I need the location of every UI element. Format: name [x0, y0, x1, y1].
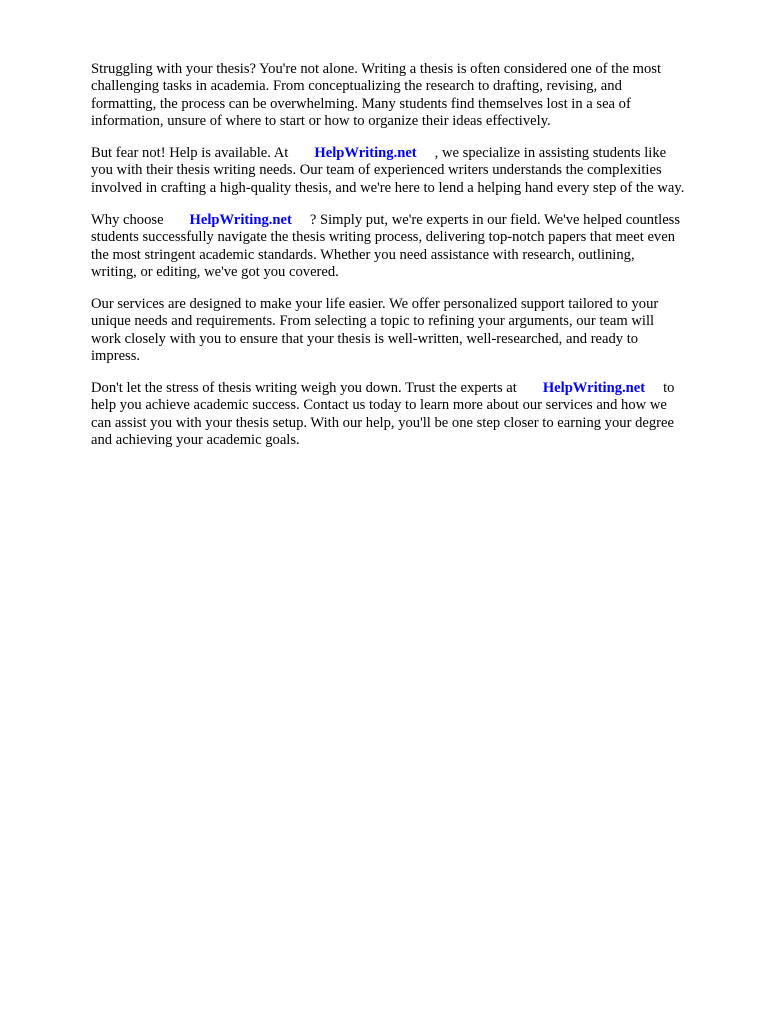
text-line: work closely with you to ensure that your thesis is well-written, well-researched, and ready to [91, 330, 639, 347]
helpwriting-link[interactable]: HelpWriting.net [314, 145, 417, 161]
paragraph-why-choose [91, 212, 731, 281]
text-line: and achieving your academic goals. [91, 431, 300, 448]
text-line: you with their thesis writing needs. Our team of experienced writers understands the complexities [91, 162, 662, 179]
paragraph-intro [91, 61, 731, 130]
text-line: Our services are designed to make your life easier. We offer personalized support tailored to your [91, 296, 659, 312]
text-line: can assist you with your thesis setup. With our help, you'll be one step closer to earning your degree [91, 414, 674, 431]
text-line: writing, or editing, we've got you covered. [91, 263, 339, 280]
text-segment: Why choose [91, 212, 164, 228]
text-line [91, 380, 731, 397]
text-segment: Don't let the stress of thesis writing weigh you down. Trust the experts at [91, 380, 517, 396]
helpwriting-link[interactable]: HelpWriting.net [189, 212, 292, 228]
text-line: students successfully navigate the thesis writing process, delivering top-notch papers that meet even [91, 229, 675, 246]
paragraph-services [91, 296, 731, 365]
text-line: formatting, the process can be overwhelming. Many students find themselves lost in a sea of [91, 95, 631, 112]
text-line: Struggling with your thesis? You're not alone. Writing a thesis is often considered one of the most [91, 61, 662, 77]
text-line: information, unsure of where to start or how to organize their ideas effectively. [91, 112, 551, 129]
text-segment: , we specialize in assisting students like [434, 145, 667, 161]
text-line: involved in crafting a high-quality thesis, and we're here to lend a helping hand every step of the way. [91, 179, 685, 196]
text-line: impress. [91, 347, 141, 364]
text-line: the most stringent academic standards. Whether you need assistance with research, outlining, [91, 246, 635, 263]
text-line [91, 212, 731, 229]
text-line: challenging tasks in academia. From conceptualizing the research to drafting, revising, and [91, 78, 622, 95]
text-line [91, 145, 731, 162]
paragraph-closing [91, 380, 731, 449]
paragraph-help-available [91, 145, 731, 197]
text-segment: But fear not! Help is available. At [91, 145, 289, 161]
text-segment: to [663, 380, 675, 396]
text-segment: ? Simply put, we're experts in our field. We've helped countless [309, 212, 681, 228]
text-line: help you achieve academic success. Contact us today to learn more about our services and how we [91, 397, 667, 414]
text-line: unique needs and requirements. From selecting a topic to refining your arguments, our team will [91, 313, 655, 330]
helpwriting-link[interactable]: HelpWriting.net [542, 380, 646, 396]
